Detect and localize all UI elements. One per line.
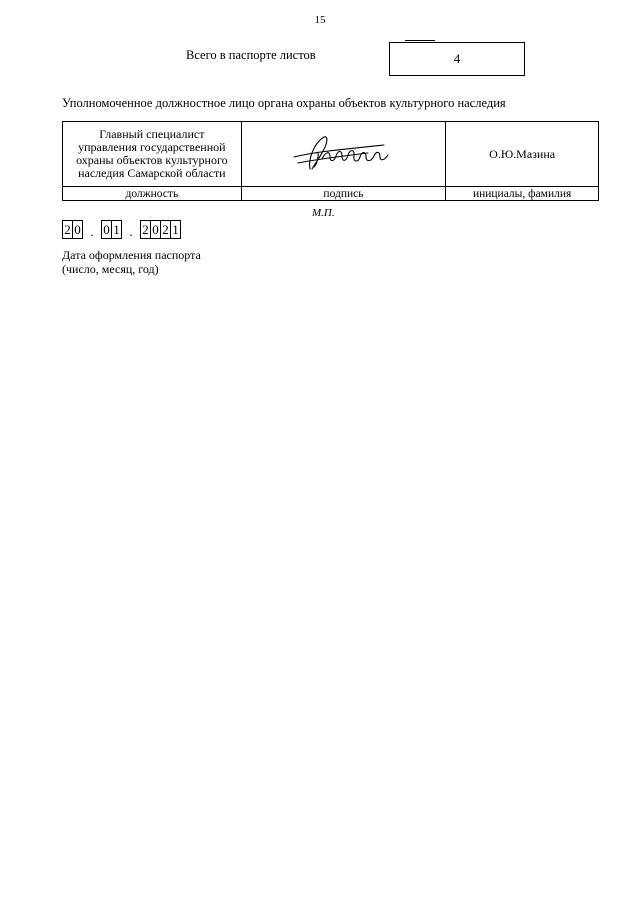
sheets-count-value: 4 [453,51,461,66]
signature-cell [241,122,446,187]
position-cell [63,122,242,187]
date-caption-line: Дата оформления паспорта [62,248,201,262]
sheets-count-label: Всего в паспорте листов [186,48,316,62]
date-month-digit: 1 [111,220,122,239]
date-year-digit: 0 [150,220,161,239]
date-year-digit: 2 [160,220,171,239]
seal-mark: М.П. [312,207,335,219]
date-separator: . [90,224,94,239]
position-line: Главный специалист [99,127,205,141]
signature-table-label-row [63,187,599,201]
date-caption-line: (число, месяц, год) [62,262,159,276]
name-cell [446,122,599,187]
sheets-box-mark [405,40,435,41]
sheets-count-box [389,42,525,76]
position-line: управления государственной [78,140,226,154]
position-line: наследия Самарской области [78,166,226,180]
date-month-digit: 0 [101,220,112,239]
official-heading: Уполномоченное должностное лицо органа охраны объектов культурного наследия [62,96,506,110]
page-number: 15 [314,14,326,26]
name-caption: инициалы, фамилия [446,187,599,201]
date-separator: . [129,224,133,239]
official-name: О.Ю.Мазина [489,146,556,161]
date-year-digit: 1 [170,220,181,239]
position-text [63,128,241,180]
position-caption: должность [63,187,242,201]
position-line: охраны объектов культурного [76,153,228,167]
issue-date [62,220,180,239]
signature-table [62,121,599,201]
date-day-digit: 2 [62,220,73,239]
date-day-digit: 0 [72,220,83,239]
signature-table-main-row [63,122,599,187]
signature-caption: подпись [241,187,446,201]
date-caption [62,248,201,276]
date-year-digit: 2 [140,220,151,239]
handwritten-signature [288,129,398,177]
